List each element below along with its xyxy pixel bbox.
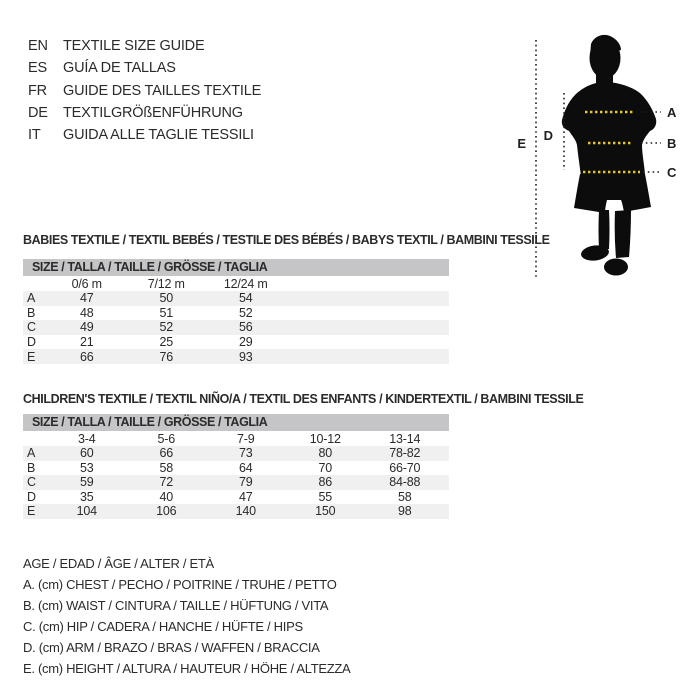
cell: 86 [318, 475, 332, 490]
cell: 58 [159, 460, 173, 475]
column-header: 12/24 m [223, 276, 268, 291]
cell: 52 [238, 305, 253, 320]
hip-legend-line: C. (cm) HIP / CADERA / HANCHE / HÜFTE / HIPS [23, 619, 303, 634]
chest-label: A [667, 105, 677, 120]
cell: 98 [397, 504, 412, 519]
age-legend-line: AGE / EDAD / ÂGE / ALTER / ETÀ [23, 556, 214, 571]
table-row-a [23, 291, 449, 306]
cell: 140 [235, 504, 256, 519]
cell: 21 [79, 335, 94, 350]
row-label: E [27, 349, 36, 364]
cell: 66-70 [389, 460, 421, 475]
table-row-e [23, 349, 449, 364]
table-row-b [23, 306, 449, 321]
row-label: B [27, 460, 36, 475]
cell: 53 [79, 460, 94, 475]
table-row-c [23, 475, 449, 490]
guide-title-it: GUIDA ALLE TAGLIE TESSILI [63, 127, 254, 144]
column-header: 10-12 [309, 431, 341, 446]
cell: 72 [159, 475, 173, 490]
waist-label: B [667, 136, 677, 151]
cell: 73 [238, 446, 253, 461]
babies-textile-section [23, 233, 550, 364]
language-code: DE [28, 104, 48, 121]
language-title-list [28, 35, 261, 146]
child-silhouette-figure [495, 30, 695, 290]
language-row-it [28, 124, 261, 146]
guide-title-fr: GUIDE DES TAILLES TEXTILE [63, 82, 262, 99]
table-row-d [23, 490, 449, 505]
column-header: 13-14 [389, 431, 421, 446]
cell: 35 [79, 489, 94, 504]
cell: 56 [238, 320, 253, 335]
column-header: 3-4 [78, 431, 96, 446]
cell: 54 [238, 291, 253, 306]
cell: 60 [79, 446, 94, 461]
cell: 84-88 [389, 475, 421, 490]
childrens-column-headers [23, 431, 449, 446]
table-row-a [23, 446, 449, 461]
guide-title-en: TEXTILE SIZE GUIDE [63, 38, 205, 54]
row-label: C [27, 320, 36, 335]
language-code: ES [28, 60, 47, 77]
table-row-c [23, 320, 449, 335]
table-row-e [23, 504, 449, 519]
row-label: A [27, 446, 36, 461]
cell: 79 [238, 475, 253, 490]
cell: 50 [159, 291, 173, 306]
child-silhouette [562, 35, 656, 276]
babies-size-header-bar: SIZE / TALLA / TAILLE / GRÖSSE / TAGLIA [23, 259, 449, 276]
cell: 47 [79, 291, 94, 306]
waist-legend-line: B. (cm) WAIST / CINTURA / TAILLE / HÜFTUNG / VITA [23, 598, 329, 613]
cell: 150 [315, 504, 336, 519]
cell: 66 [159, 446, 173, 461]
height-label: E [517, 136, 526, 151]
cell: 52 [159, 320, 173, 335]
cell: 29 [238, 335, 253, 350]
row-label: B [27, 305, 36, 320]
chest-legend-line: A. (cm) CHEST / PECHO / POITRINE / TRUHE / PETTO [23, 577, 337, 592]
column-header: 0/6 m [71, 276, 102, 291]
table-row-d [23, 335, 449, 350]
cell: 78-82 [389, 446, 421, 461]
language-row-es [28, 57, 261, 79]
row-label: D [27, 489, 36, 504]
row-label: D [27, 335, 36, 350]
language-row-fr [28, 80, 261, 102]
column-header: 5-6 [157, 431, 175, 446]
row-label: E [27, 504, 36, 519]
cell: 106 [156, 504, 177, 519]
row-label: A [27, 291, 36, 306]
column-header: 7-9 [237, 431, 255, 446]
height-legend-line: E. (cm) HEIGHT / ALTURA / HAUTEUR / HÖHE / ALTEZZA [23, 661, 351, 676]
childrens-textile-section [23, 392, 584, 519]
language-code: EN [28, 38, 48, 54]
cell: 64 [238, 460, 253, 475]
cell: 58 [397, 489, 412, 504]
cell: 47 [238, 489, 253, 504]
column-header: 7/12 m [147, 276, 185, 291]
language-row-en [28, 35, 261, 57]
guide-title-de: TEXTILGRÖßENFÜHRUNG [63, 104, 243, 121]
arm-label: D [543, 128, 553, 143]
babies-section-title: BABIES TEXTILE / TEXTIL BEBÉS / TESTILE DES BÉBÉS / BABYS TEXTIL / BAMBINI TESSILE [23, 233, 550, 247]
arm-legend-line: D. (cm) ARM / BRAZO / BRAS / WAFFEN / BRACCIA [23, 640, 320, 655]
cell: 40 [159, 489, 173, 504]
language-code: FR [28, 82, 47, 99]
cell: 49 [79, 320, 94, 335]
cell: 48 [79, 305, 94, 320]
cell: 76 [159, 349, 173, 364]
cell: 25 [159, 335, 173, 350]
childrens-section-title: CHILDREN'S TEXTILE / TEXTIL NIÑO/A / TEXTIL DES ENFANTS / KINDERTEXTIL / BAMBINI TESSILE [23, 392, 584, 406]
cell: 80 [318, 446, 332, 461]
cell: 70 [318, 460, 332, 475]
childrens-size-header-bar: SIZE / TALLA / TAILLE / GRÖSSE / TAGLIA [23, 414, 449, 431]
row-label: C [27, 475, 36, 490]
cell: 55 [318, 489, 332, 504]
cell: 104 [76, 504, 97, 519]
hip-label: C [667, 165, 677, 180]
measurement-legend [23, 553, 350, 679]
cell: 51 [159, 305, 173, 320]
cell: 59 [79, 475, 94, 490]
language-code: IT [28, 127, 41, 144]
cell: 66 [79, 349, 94, 364]
babies-column-headers [23, 276, 449, 291]
cell: 93 [238, 349, 253, 364]
language-row-de [28, 102, 261, 124]
table-row-b [23, 461, 449, 476]
guide-title-es: GUÍA DE TALLAS [63, 60, 176, 77]
